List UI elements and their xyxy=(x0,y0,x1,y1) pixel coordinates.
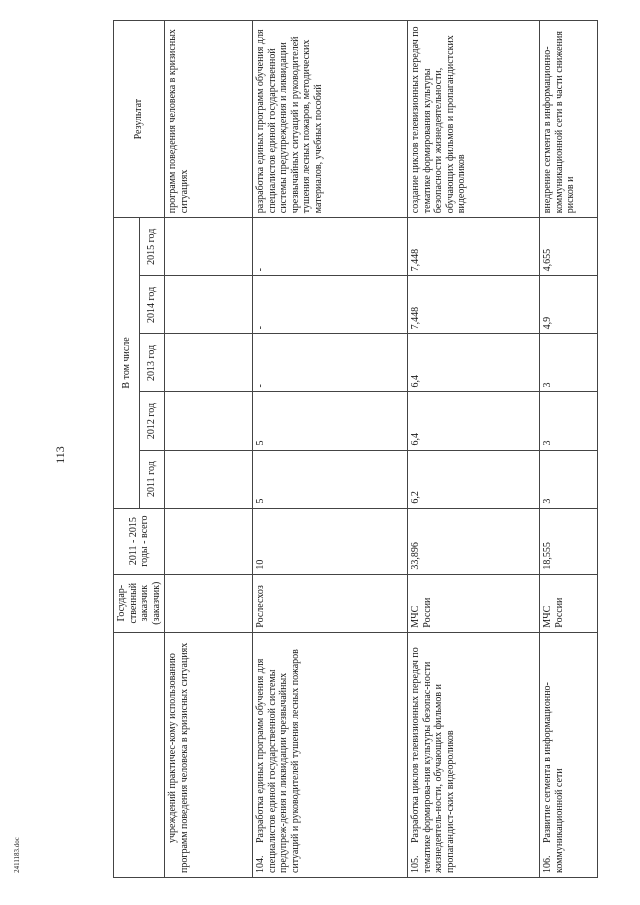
row-2013: - xyxy=(253,334,408,392)
row-2011: 5 xyxy=(253,450,408,508)
row-customer xyxy=(165,574,253,632)
header-2015: 2015 год xyxy=(139,218,165,276)
row-customer: МЧС России xyxy=(408,574,540,632)
row-result: создание циклов телевизионных передач по тематике формирования культуры безопасности жизнедеятельности, обучающих фильмов и пропагандистских видеороликов xyxy=(408,21,540,218)
header-result: Результат xyxy=(114,21,165,218)
row-2013: 3 xyxy=(540,334,598,392)
row-total xyxy=(165,508,253,574)
row-2012: 3 xyxy=(540,392,598,450)
row-total: 18,555 xyxy=(540,508,598,574)
row-2015: 7,448 xyxy=(408,218,540,276)
row-customer: МЧС России xyxy=(540,574,598,632)
row-result: программ поведения человека в кризисных ситуациях xyxy=(165,21,253,218)
row-2012: 6,4 xyxy=(408,392,540,450)
header-2014: 2014 год xyxy=(139,276,165,334)
header-2012: 2012 год xyxy=(139,392,165,450)
row-result: разработка единых программ обучения для специалистов единой государственной системы предупреждения и ликвидации чрезвычайных ситуаций и руководителей тушения лесных пожаров, методических материалов, учебных пособий xyxy=(253,21,408,218)
header-total: 2011 - 2015 годы - всего xyxy=(114,508,165,574)
header-2013: 2013 год xyxy=(139,334,165,392)
row-2011: 6,2 xyxy=(408,450,540,508)
row-name: учреждений практичес-кому использованию программ поведения человека в кризисных ситуациях xyxy=(165,632,253,877)
table-row xyxy=(540,21,598,878)
row-2013 xyxy=(165,334,253,392)
header-customer: Государ-ственный заказчик (заказчик) xyxy=(114,574,165,632)
row-total: 33,896 xyxy=(408,508,540,574)
row-2015: - xyxy=(253,218,408,276)
row-2011 xyxy=(165,450,253,508)
row-total: 10 xyxy=(253,508,408,574)
table-row xyxy=(408,21,540,878)
row-name: 104.Разработка единых программ обучения для специалистов единой государственной системы предупреж-дения и ликвидации чрезвычайных ситуаций и руководителей тушения лесных пожаров xyxy=(253,632,408,877)
table-row xyxy=(165,21,253,878)
table-row xyxy=(253,21,408,878)
program-table xyxy=(113,20,598,878)
row-customer: Рослесхоз xyxy=(253,574,408,632)
row-name: 106.Развитие сегмента в информационно-коммуникационной сети xyxy=(540,632,598,877)
row-result: внедрение сегмента в информационно-коммуникационной сети в части снижения рисков и xyxy=(540,21,598,218)
row-2014: 4,9 xyxy=(540,276,598,334)
row-2012: 5 xyxy=(253,392,408,450)
header-name-blank xyxy=(114,632,165,877)
row-2015: 4,655 xyxy=(540,218,598,276)
row-2014: 7,448 xyxy=(408,276,540,334)
row-name: 105.Разработка циклов телевизионных передач по тематике формирова-ния культуры безопас-ности жизнедеятель-ности, обучающих фильмов и пропагандист-ских видеороликов xyxy=(408,632,540,877)
header-in-total: В том числе xyxy=(114,218,140,508)
document-stamp: 2411183.doc xyxy=(13,837,21,873)
row-2014: - xyxy=(253,276,408,334)
row-2014 xyxy=(165,276,253,334)
row-2011: 3 xyxy=(540,450,598,508)
row-2012 xyxy=(165,392,253,450)
rotated-table-container xyxy=(113,20,633,878)
header-2011: 2011 год xyxy=(139,450,165,508)
row-2013: 6,4 xyxy=(408,334,540,392)
page-number: 113 xyxy=(53,446,67,464)
row-2015 xyxy=(165,218,253,276)
